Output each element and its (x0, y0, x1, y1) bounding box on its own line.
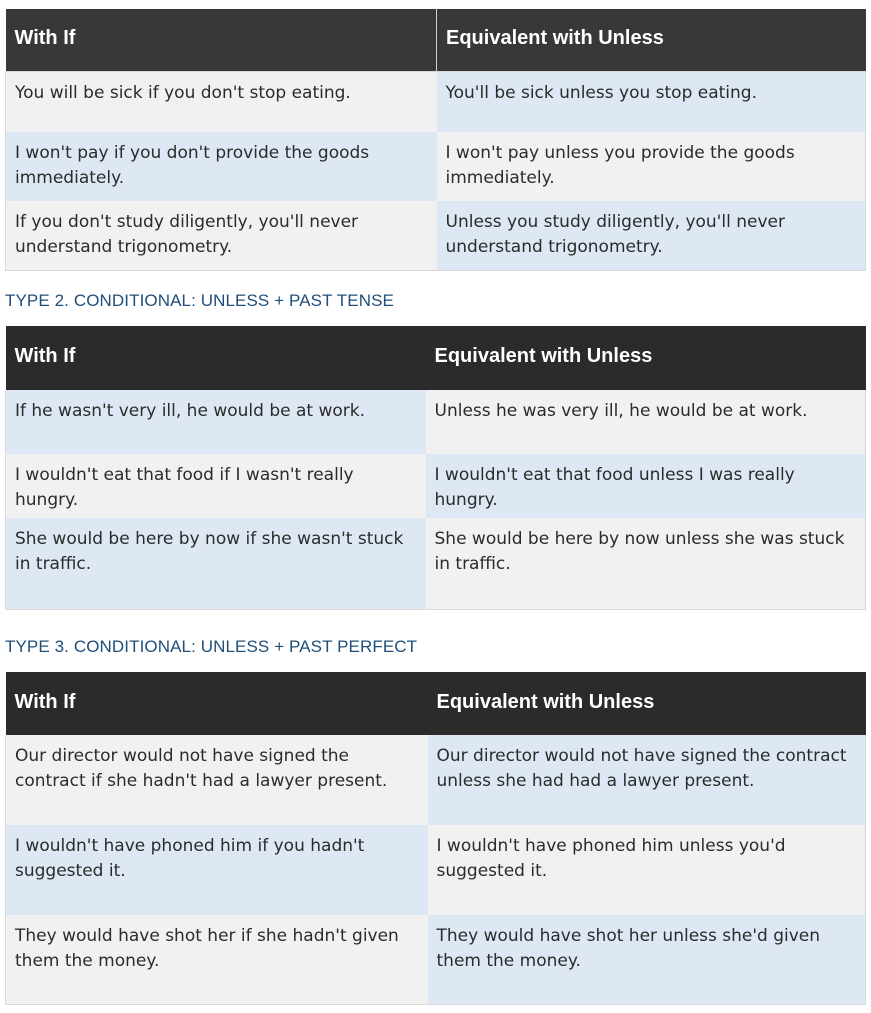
column-header-with-unless: Equivalent with Unless (437, 9, 866, 72)
with-if-cell: Our director would not have signed the contract if she hadn't had a lawyer present. (6, 735, 428, 825)
type1-conditional-table (5, 9, 866, 271)
type2-conditional-table (5, 326, 866, 610)
column-header-with-unless: Equivalent with Unless (426, 326, 866, 390)
with-if-cell: They would have shot her if she hadn't given them the money. (6, 915, 428, 1005)
table-row (6, 454, 866, 518)
with-if-cell: She would be here by now if she wasn't stuck in traffic. (6, 518, 426, 610)
table-row (6, 825, 866, 915)
with-unless-cell: Unless you study diligently, you'll never understand trigonometry. (437, 201, 866, 271)
table-row (6, 201, 866, 271)
column-header-with-if: With If (6, 672, 428, 735)
with-unless-cell: You'll be sick unless you stop eating. (437, 72, 866, 133)
with-if-cell: I won't pay if you don't provide the goods immediately. (6, 132, 437, 201)
section-heading-type3: TYPE 3. CONDITIONAL: UNLESS + PAST PERFECT (5, 637, 418, 656)
with-if-cell: If you don't study diligently, you'll never understand trigonometry. (6, 201, 437, 271)
with-unless-cell: I won't pay unless you provide the goods immediately. (437, 132, 866, 201)
column-header-with-if: With If (6, 9, 437, 72)
with-if-cell: You will be sick if you don't stop eating. (6, 72, 437, 133)
with-unless-cell: She would be here by now unless she was stuck in traffic. (426, 518, 866, 610)
with-unless-cell: I wouldn't have phoned him unless you'd suggested it. (428, 825, 866, 915)
with-unless-cell: Unless he was very ill, he would be at work. (426, 390, 866, 454)
type3-conditional-table (5, 672, 866, 1005)
section-heading-type2: TYPE 2. CONDITIONAL: UNLESS + PAST TENSE (5, 291, 394, 310)
with-unless-cell: Our director would not have signed the contract unless she had had a lawyer present. (428, 735, 866, 825)
table-header-row (6, 9, 866, 72)
table-row (6, 72, 866, 133)
table-row (6, 132, 866, 201)
table-row (6, 390, 866, 454)
table-row (6, 735, 866, 825)
column-header-with-if: With If (6, 326, 426, 390)
with-unless-cell: They would have shot her unless she'd given them the money. (428, 915, 866, 1005)
with-unless-cell: I wouldn't eat that food unless I was really hungry. (426, 454, 866, 518)
table-row (6, 915, 866, 1005)
column-header-with-unless: Equivalent with Unless (428, 672, 866, 735)
table-row (6, 518, 866, 610)
with-if-cell: I wouldn't have phoned him if you hadn't suggested it. (6, 825, 428, 915)
with-if-cell: I wouldn't eat that food if I wasn't really hungry. (6, 454, 426, 518)
table-header-row (6, 672, 866, 735)
with-if-cell: If he wasn't very ill, he would be at work. (6, 390, 426, 454)
table-header-row (6, 326, 866, 390)
